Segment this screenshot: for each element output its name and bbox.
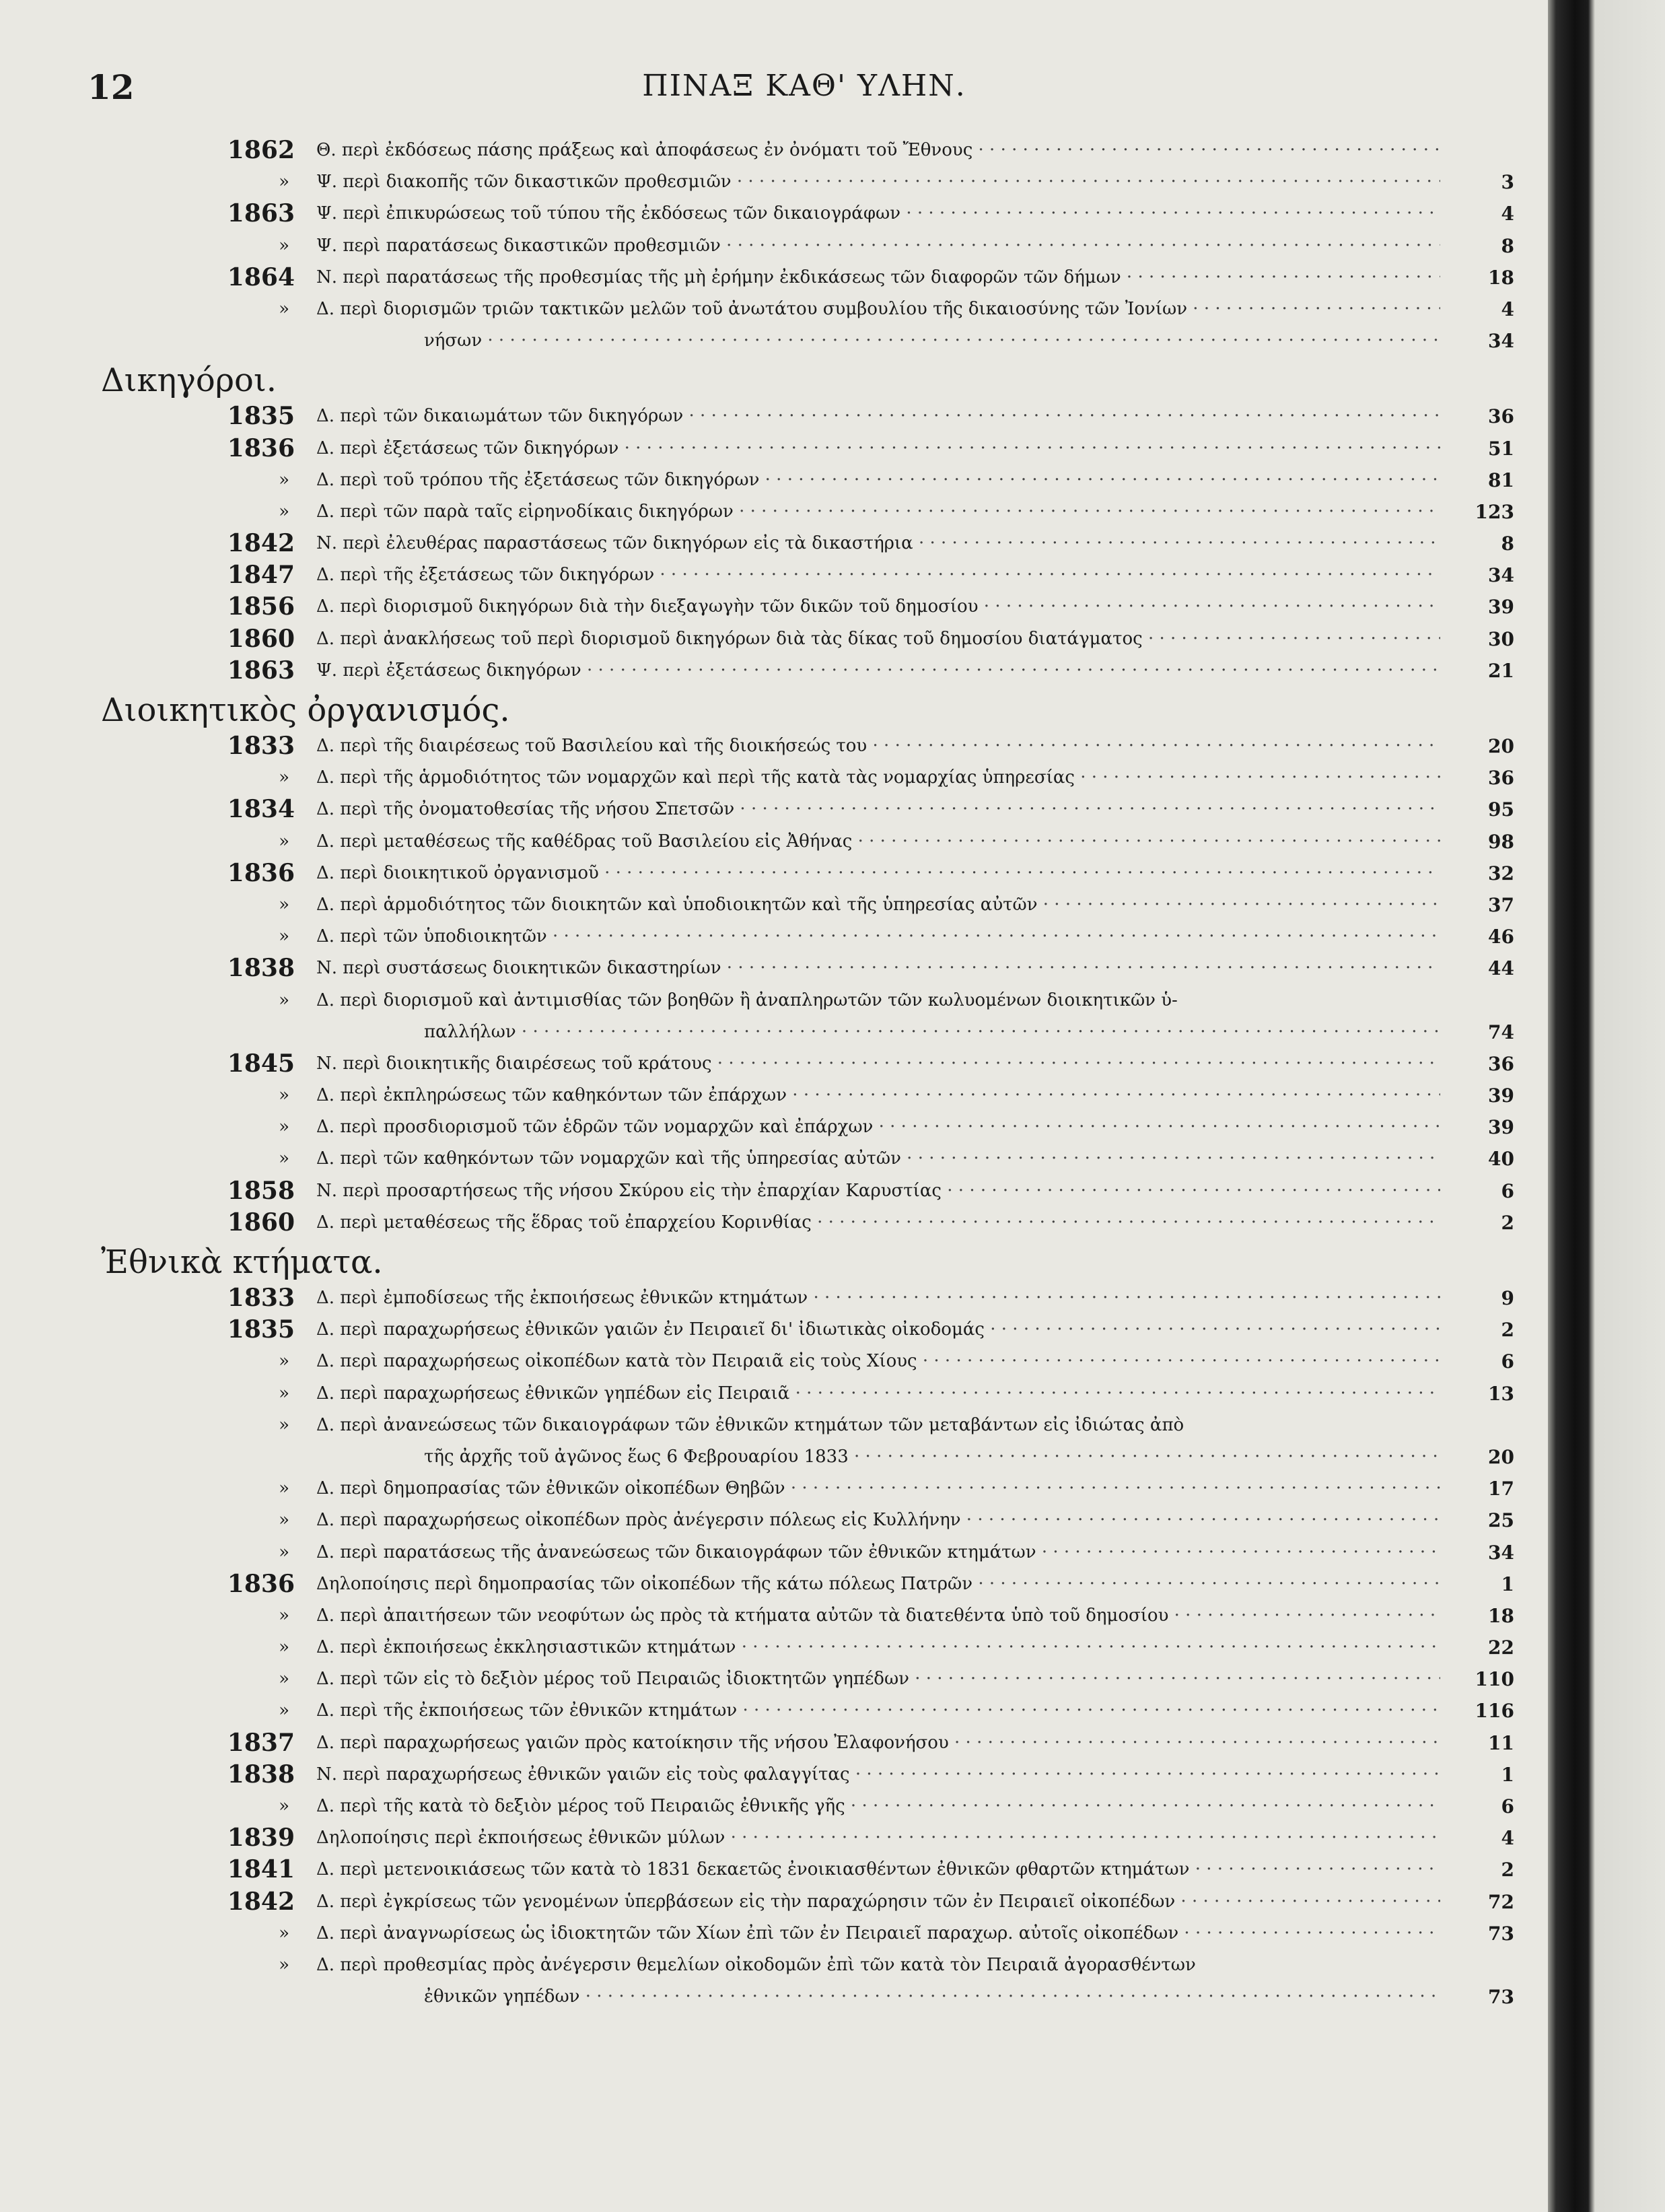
entry-title: Ψ. περὶ παρατάσεως δικαστικῶν προθεσμιῶν · · · [316,230,1440,262]
entry-year: 1862 [227,136,295,164]
entry-title: Δ. περὶ διοικητικοῦ ὀργανισμοῦ · · · [316,858,1440,889]
page-number: 12 [87,67,135,107]
entry-title: Δ. περὶ ἐκποιήσεως ἐκκλησιαστικῶν κτημάτων · · · [316,1632,1440,1663]
index-entry [0,730,1514,762]
entry-page-number: 6 [1501,1179,1514,1202]
entry-year: 1864 [227,263,295,291]
entry-year: » [279,767,289,788]
entry-page-number: 4 [1501,1827,1514,1850]
section-title: Διοικητικὸς ὀργανισμός. [101,691,510,729]
entry-title: Ν. περὶ ἐλευθέρας παραστάσεως τῶν δικηγόρων εἰς τὰ δικαστήρια · · · [316,528,1440,559]
entry-year: » [279,1383,289,1404]
entry-year: » [279,1796,289,1816]
entry-title: Δηλοποίησις περὶ δημοπρασίας τῶν οἰκοπέδων τῆς κάτω πόλεως Πατρῶν · · · [316,1568,1440,1600]
entry-title: Δ. περὶ τῶν εἰς τὸ δεξιὸν μέρος τοῦ Πειραιῶς ἰδιοκτητῶν γηπέδων · · · [316,1663,1440,1695]
entry-page-number: 30 [1488,627,1514,650]
entry-page-number: 81 [1488,469,1514,491]
entry-page-number: 18 [1488,266,1514,289]
entry-year: » [279,1923,289,1943]
running-title: ΠΙΝΑΞ ΚΑΘ' ΥΛΗΝ. [642,69,966,103]
entry-year: » [279,1669,289,1690]
entry-title: Δ. περὶ τῶν ὑποδιοικητῶν · · · [316,921,1440,953]
entry-year: 1841 [227,1855,295,1884]
entry-year: 1839 [227,1824,295,1853]
entry-page-number: 95 [1488,798,1514,821]
index-entry [0,1441,1514,1473]
entry-title: Δ. περὶ τῆς διαιρέσεως τοῦ Βασιλείου καὶ τῆς διοικήσεώς του · · · [316,730,1440,762]
section-heading [0,690,1514,730]
entry-year: 1863 [227,656,295,685]
index-entry [0,1473,1514,1505]
index-entry [0,1759,1514,1791]
entry-page-number: 17 [1488,1478,1514,1500]
index-entry [0,1314,1514,1346]
entry-page-number: 6 [1501,1795,1514,1818]
entry-year: 1834 [227,795,295,824]
entry-title: Ψ. περὶ διακοπῆς τῶν δικαστικῶν προθεσμιῶν · · · [316,166,1440,198]
index-entry [0,230,1514,262]
index-entry [0,1886,1514,1918]
index-entry [0,464,1514,496]
section-heading [0,360,1514,401]
entry-page-number: 20 [1488,1445,1514,1468]
entry-year: 1860 [227,1208,295,1237]
entry-title: Θ. περὶ ἐκδόσεως πάσης πράξεως καὶ ἀποφάσεως ἐν ὀνόματι τοῦ Ἔθνους · · · [316,135,1440,166]
entry-page-number: 25 [1488,1509,1514,1532]
entry-title: Ψ. περὶ ἐπικυρώσεως τοῦ τύπου τῆς ἐκδόσεως τῶν δικαιογράφων · · · [316,198,1440,230]
entry-year: 1845 [227,1049,295,1078]
index-entry [0,166,1514,198]
entry-page-number: 73 [1488,1986,1514,2009]
entry-title: Ν. περὶ παρατάσεως τῆς προθεσμίας τῆς μὴ ἐρήμην ἐκδικάσεως τῶν διαφορῶν τῶν δήμων · · · [316,262,1440,293]
index-entry [0,1632,1514,1663]
entry-year: » [279,1414,289,1435]
entry-title: Ψ. περὶ ἐξετάσεως δικηγόρων · · · [316,655,1440,687]
index-entry [0,135,1514,166]
entry-page-number: 51 [1488,437,1514,460]
index-entry [0,1410,1514,1441]
entry-title: Ν. περὶ συστάσεως διοικητικῶν δικαστηρίων · · · [316,953,1440,984]
entry-year: » [279,1510,289,1531]
index-entry [0,1282,1514,1314]
index-entry [0,1791,1514,1822]
entry-page-number: 20 [1488,735,1514,757]
entry-year: » [279,1351,289,1372]
entry-page-number: 110 [1475,1668,1514,1691]
entry-page-number: 1 [1501,1763,1514,1786]
entry-page-number: 98 [1488,830,1514,853]
index-entry [0,1949,1514,1981]
index-entry [0,325,1514,357]
entry-page-number: 22 [1488,1636,1514,1659]
entry-page-number: 2 [1501,1319,1514,1342]
entry-page-number: 6 [1501,1350,1514,1373]
entry-year: 1860 [227,624,295,653]
entry-title: Δ. περὶ ἐγκρίσεως τῶν γενομένων ὑπερβάσεων εἰς τὴν παραχώρησιν τῶν ἐν Πειραιεῖ οἰκοπέδων · · · [316,1886,1440,1918]
entry-title: Δ. περὶ παραχωρήσεως οἰκοπέδων κατὰ τὸν Πειραιᾶ εἰς τοὺς Χίους · · · [316,1346,1440,1377]
entry-year: 1856 [227,592,295,621]
index-entries [0,135,1514,2013]
entry-year: 1837 [227,1728,295,1757]
entry-year: 1863 [227,199,295,228]
entry-page-number: 8 [1501,532,1514,555]
entry-year: 1835 [227,1315,295,1344]
index-entry [0,889,1514,921]
entry-year: » [279,1954,289,1975]
index-entry [0,623,1514,655]
section-title: Δικηγόροι. [101,361,277,400]
entry-page-number: 2 [1501,1859,1514,1881]
entry-page-number: 32 [1488,862,1514,885]
entry-title: Δ. περὶ ἀπαιτήσεων τῶν νεοφύτων ὡς πρὸς τὰ κτήματα αὐτῶν τὰ διατεθέντα ὑπὸ τοῦ δημοσίου · · · [316,1600,1440,1632]
entry-year: 1842 [227,1887,295,1916]
entry-title: Δ. περὶ τῆς ὀνοματοθεσίας τῆς νήσου Σπετσῶν · · · [316,794,1440,825]
entry-page-number: 37 [1488,893,1514,916]
index-entry [0,591,1514,623]
entry-title: Δ. περὶ τῆς ἐξετάσεως τῶν δικηγόρων · · · [316,559,1440,591]
index-entry [0,1207,1514,1239]
entry-title: Δ. περὶ παρατάσεως τῆς ἀνανεώσεως τῶν δικαιογράφων τῶν ἐθνικῶν κτημάτων · · · [316,1537,1440,1568]
index-entry [0,1695,1514,1727]
entry-page-number: 11 [1488,1731,1514,1754]
entry-page-number: 44 [1488,957,1514,980]
entry-title: Δ. περὶ ἐκπληρώσεως τῶν καθηκόντων τῶν ἐπάρχων · · · [316,1080,1440,1111]
entry-page-number: 40 [1488,1148,1514,1171]
index-entry [0,1600,1514,1632]
entry-title: Δ. περὶ ἀνακλήσεως τοῦ περὶ διορισμοῦ δικηγόρων διὰ τὰς δίκας τοῦ δημοσίου διατάγματος · · · [316,623,1440,655]
index-entry [0,401,1514,432]
entry-page-number: 8 [1501,234,1514,257]
entry-title: Δ. περὶ παραχωρήσεως ἐθνικῶν γηπέδων εἰς Πειραιᾶ · · · [316,1378,1440,1410]
entry-year: 1833 [227,1284,295,1312]
index-entry [0,496,1514,528]
entry-year: » [279,894,289,915]
entry-year: » [279,172,289,193]
index-entry [0,762,1514,794]
index-entry [0,559,1514,591]
entry-year: » [279,1637,289,1658]
entry-year: » [279,1478,289,1499]
entry-page-number: 34 [1488,1541,1514,1564]
page-header [87,67,1521,114]
entry-title: Δ. περὶ προσδιορισμοῦ τῶν ἑδρῶν τῶν νομαρχῶν καὶ ἐπάρχων · · · [316,1111,1440,1143]
entry-title: Δ. περὶ παραχωρήσεως οἰκοπέδων πρὸς ἀνέγερσιν πόλεως εἰς Κυλλήνην · · · [316,1505,1440,1536]
index-entry [0,1663,1514,1695]
index-entry [0,1378,1514,1410]
entry-title: Ν. περὶ διοικητικῆς διαιρέσεως τοῦ κράτους · · · [316,1048,1440,1080]
entry-title: Δ. περὶ δημοπρασίας τῶν ἐθνικῶν οἰκοπέδων Θηβῶν · · · [316,1473,1440,1505]
index-entry [0,921,1514,953]
entry-title: Δ. περὶ ἀναγνωρίσεως ὡς ἰδιοκτητῶν τῶν Χίων ἐπὶ τῶν ἐν Πειραιεῖ παραχωρ. αὐτοῖς οἰκοπέδων · · · [316,1918,1440,1949]
index-entry [0,1727,1514,1759]
index-entry [0,1854,1514,1886]
index-entry [0,1505,1514,1536]
book-binding-shadow [1548,0,1665,2212]
index-entry [0,1822,1514,1854]
entry-year: » [279,1542,289,1562]
index-entry [0,1016,1514,1048]
entry-page-number: 2 [1501,1211,1514,1234]
entry-page-number: 9 [1501,1287,1514,1309]
entry-year: » [279,1700,289,1721]
entry-title: παλλήλων · · · [424,1016,1440,1048]
entry-title: Δ. περὶ μετενοικιάσεως τῶν κατὰ τὸ 1831 δεκαετῶς ἐνοικιασθέντων ἐθνικῶν φθαρτῶν κτημάτων · · · [316,1854,1440,1886]
entry-page-number: 4 [1501,298,1514,320]
entry-page-number: 39 [1488,596,1514,619]
entry-title: Δ. περὶ μεταθέσεως τῆς ἕδρας τοῦ ἐπαρχείου Κορινθίας · · · [316,1207,1440,1239]
entry-page-number: 1 [1501,1572,1514,1595]
entry-page-number: 36 [1488,405,1514,428]
index-entry [0,826,1514,858]
entry-page-number: 21 [1488,659,1514,682]
entry-page-number: 116 [1475,1700,1514,1723]
entry-year: » [279,926,289,947]
entry-title: Δ. περὶ προθεσμίας πρὸς ἀνέγερσιν θεμελίων οἰκοδομῶν ἐπὶ τῶν κατὰ τὸν Πειραιᾶ ἀγορασθέντων [316,1954,1196,1975]
entry-title: Δ. περὶ παραχωρήσεως γαιῶν πρὸς κατοίκησιν τῆς νήσου Ἐλαφονήσου · · · [316,1727,1440,1759]
index-entry [0,794,1514,825]
index-entry [0,1111,1514,1143]
entry-title: Ν. περὶ παραχωρήσεως ἐθνικῶν γαιῶν εἰς τοὺς φαλαγγίτας · · · [316,1759,1440,1791]
entry-title: Ν. περὶ προσαρτήσεως τῆς νήσου Σκύρου εἰς τὴν ἐπαρχίαν Καρυστίας · · · [316,1175,1440,1207]
entry-title: Δ. περὶ τῆς ἁρμοδιότητος τῶν νομαρχῶν καὶ περὶ τῆς κατὰ τὰς νομαρχίας ὑπηρεσίας · · · [316,762,1440,794]
index-entry [0,293,1514,325]
index-entry [0,953,1514,984]
index-entry [0,1346,1514,1377]
entry-year: 1838 [227,954,295,983]
entry-page-number: 74 [1488,1021,1514,1043]
entry-page-number: 36 [1488,767,1514,790]
entry-year: 1858 [227,1176,295,1205]
index-entry [0,198,1514,230]
entry-title: Δ. περὶ τοῦ τρόπου τῆς ἐξετάσεως τῶν δικηγόρων · · · [316,464,1440,496]
entry-title: Δ. περὶ ἐξετάσεως τῶν δικηγόρων · · · [316,433,1440,464]
entry-page-number: 4 [1501,203,1514,226]
index-entry [0,1175,1514,1207]
section-heading [0,1242,1514,1282]
index-entry [0,433,1514,464]
entry-year: » [279,1605,289,1626]
entry-page-number: 46 [1488,926,1514,948]
entry-title: Δ. περὶ τῶν καθηκόντων τῶν νομαρχῶν καὶ τῆς ὑπηρεσίας αὐτῶν · · · [316,1143,1440,1175]
entry-title: Δ. περὶ τῆς ἐκποιήσεως τῶν ἐθνικῶν κτημάτων · · · [316,1695,1440,1727]
entry-title: Δ. περὶ τῆς κατὰ τὸ δεξιὸν μέρος τοῦ Πειραιῶς ἐθνικῆς γῆς · · · [316,1791,1440,1822]
entry-year: 1833 [227,732,295,760]
index-entry [0,1981,1514,2013]
entry-year: 1847 [227,561,295,590]
entry-title: Δ. περὶ ἀνανεώσεως τῶν δικαιογράφων τῶν ἐθνικῶν κτημάτων τῶν μεταβάντων εἰς ἰδιώτας ἀπὸ [316,1414,1184,1435]
index-entry [0,528,1514,559]
entry-page-number: 39 [1488,1116,1514,1139]
index-entry [0,985,1514,1016]
index-entry [0,262,1514,293]
index-entry [0,1918,1514,1949]
entry-year: 1835 [227,402,295,431]
entry-year: » [279,831,289,852]
index-entry [0,655,1514,687]
entry-year: » [279,990,289,1010]
entry-title: ἐθνικῶν γηπέδων · · · [424,1981,1440,2013]
entry-year: » [279,235,289,256]
entry-title: Δ. περὶ ἐμποδίσεως τῆς ἐκποιήσεως ἐθνικῶν κτημάτων · · · [316,1282,1440,1314]
entry-year: 1836 [227,1569,295,1598]
entry-title: Δ. περὶ διορισμοῦ καὶ ἀντιμισθίας τῶν βοηθῶν ἢ ἀναπληρωτῶν τῶν κωλυομένων διοικητικῶν ὑ- [316,990,1178,1010]
entry-page-number: 123 [1475,500,1514,523]
entry-title: νήσων · · · [424,325,1440,357]
entry-year: » [279,1085,289,1106]
entry-page-number: 73 [1488,1922,1514,1945]
entry-page-number: 34 [1488,564,1514,587]
entry-title: Δηλοποίησις περὶ ἐκποιήσεως ἐθνικῶν μύλων · · · [316,1822,1440,1854]
entry-title: Δ. περὶ τῶν παρὰ ταῖς εἰρηνοδίκαις δικηγόρων · · · [316,496,1440,528]
entry-year: 1836 [227,434,295,462]
entry-title: Δ. περὶ διορισμοῦ δικηγόρων διὰ τὴν διεξαγωγὴν τῶν δικῶν τοῦ δημοσίου · · · [316,591,1440,623]
entry-title: Δ. περὶ μεταθέσεως τῆς καθέδρας τοῦ Βασιλείου εἰς Ἀθήνας · · · [316,826,1440,858]
index-entry [0,1048,1514,1080]
entry-title: Δ. περὶ τῶν δικαιωμάτων τῶν δικηγόρων · · · [316,401,1440,432]
entry-page-number: 39 [1488,1084,1514,1107]
entry-title: Δ. περὶ παραχωρήσεως ἐθνικῶν γαιῶν ἐν Πειραιεῖ δι' ἰδιωτικὰς οἰκοδομάς · · · [316,1314,1440,1346]
entry-title: τῆς ἀρχῆς τοῦ ἀγῶνος ἕως 6 Φεβρουαρίου 1833 · · · [424,1441,1440,1473]
entry-page-number: 36 [1488,1052,1514,1075]
entry-page-number: 3 [1501,171,1514,194]
entry-page-number: 18 [1488,1604,1514,1627]
index-entry [0,1143,1514,1175]
entry-title: Δ. περὶ ἁρμοδιότητος τῶν διοικητῶν καὶ ὑποδιοικητῶν καὶ τῆς ὑπηρεσίας αὐτῶν · · · [316,889,1440,921]
entry-year: » [279,1117,289,1138]
section-title: Ἐθνικὰ κτήματα. [101,1243,383,1281]
entry-page-number: 13 [1488,1382,1514,1405]
entry-year: 1842 [227,529,295,558]
index-entry [0,1568,1514,1600]
entry-year: » [279,501,289,522]
entry-year: » [279,469,289,490]
index-entry [0,1080,1514,1111]
entry-page-number: 72 [1488,1890,1514,1913]
entry-title: Δ. περὶ διορισμῶν τριῶν τακτικῶν μελῶν τοῦ ἀνωτάτου συμβουλίου τῆς δικαιοσύνης τῶν Ἰονίων · · · [316,293,1440,325]
entry-year: » [279,298,289,319]
index-entry [0,858,1514,889]
index-entry [0,1537,1514,1568]
entry-year: » [279,1148,289,1169]
entry-year: 1836 [227,858,295,887]
entry-page-number: 34 [1488,330,1514,353]
entry-year: 1838 [227,1760,295,1789]
